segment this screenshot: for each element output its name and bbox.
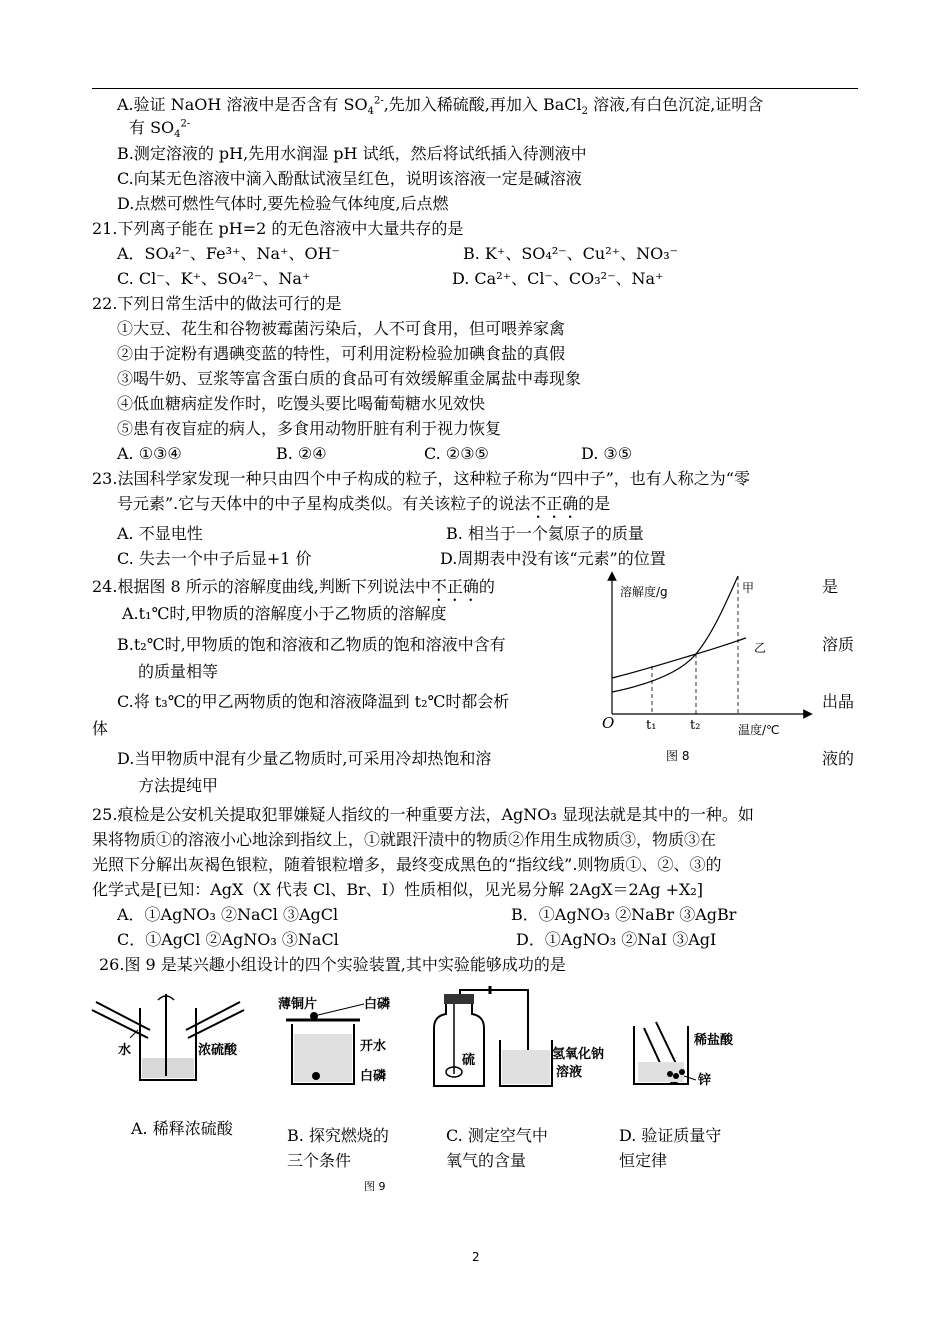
q25-option-d: D．①AgNO₃ ②NaI ③AgI xyxy=(516,930,717,949)
white-phosphorus-top-pointer xyxy=(318,1004,364,1015)
stopper xyxy=(444,994,474,1004)
q24-stem: 24.根据图 8 所示的溶解度曲线,判断下列说法中不正确的 xyxy=(92,577,495,596)
figure-9-caption: 图 9 xyxy=(364,1180,386,1193)
apparatus-c xyxy=(424,988,605,1090)
white-phosphorus-bottom-label: 白磷 xyxy=(360,1069,387,1084)
q24-option-b-1: B.t₂℃时,甲物质的饱和溶液和乙物质的饱和溶液中含有 xyxy=(117,635,506,654)
q24-option-d-2: 方法提纯甲 xyxy=(138,776,219,795)
q24-option-d-end: 液的 xyxy=(822,749,855,768)
naoh-label-2: 溶液 xyxy=(556,1065,583,1080)
white-phosphorus-bottom xyxy=(312,1072,320,1080)
fig-a-caption: A. 稀释浓硫酸 xyxy=(131,1119,233,1138)
q20-option-d: D.点燃可燃性气体时,要先检验气体纯度,后点燃 xyxy=(117,194,449,213)
q26-stem: 26.图 9 是某兴趣小组设计的四个实验装置,其中实验能够成功的是 xyxy=(99,955,566,974)
q22-option-d: D. ③⑤ xyxy=(581,444,633,463)
fig-d-caption-1: D. 验证质量守 xyxy=(619,1126,722,1145)
water-label: 水 xyxy=(118,1043,132,1058)
q25-line-2: 果将物质①的溶液小心地涂到指纹上，①就跟汗渍中的物质②作用生成物质③，物质③在 xyxy=(92,830,717,849)
q22-option-a: A. ①③④ xyxy=(117,444,182,463)
q22-stem: 22.下列日常生活中的做法可行的是 xyxy=(92,294,342,313)
zinc-granule-1 xyxy=(667,1071,673,1077)
apparatus-b xyxy=(276,990,406,1090)
q23-option-c: C. 失去一个中子后显+1 价 xyxy=(117,549,312,568)
q25-line-1: 25.痕检是公安机关提取犯罪嫌疑人指纹的一种重要方法，AgNO₃ 显现法就是其中的一种。如 xyxy=(92,805,754,824)
curve-yi xyxy=(612,638,746,678)
liquid-a xyxy=(142,1058,194,1078)
q23-option-b: B. 相当于一个氦原子的质量 xyxy=(446,524,644,543)
apparatus-a xyxy=(90,988,245,1088)
hot-water-label: 开水 xyxy=(360,1039,387,1054)
q22-item-5: ⑤患有夜盲症的病人，多食用动物肝脏有利于视力恢复 xyxy=(117,419,502,438)
y-axis-label: 溶解度/g xyxy=(620,585,668,599)
fig-b-caption-2: 三个条件 xyxy=(287,1151,352,1170)
sulfur-label: 硫 xyxy=(462,1053,476,1068)
page-number: 2 xyxy=(472,1250,480,1264)
q23-stem-1: 23.法国科学家发现一种只由四个中子构成的粒子，这种粒子称为“四中子”，也有人称之为“零 xyxy=(92,469,750,488)
hcl-liquid xyxy=(638,1062,684,1082)
q23-stem-2: 号元素”.它与天体中的中子星构成类似。有关该粒子的说法不正确的是 xyxy=(117,494,611,513)
q22-item-4: ④低血糖病症发作时，吃馒头要比喝葡萄糖水见效快 xyxy=(117,394,486,413)
figure-8-caption: 图 8 xyxy=(666,749,690,763)
q24-option-b-2: 的质量相等 xyxy=(138,662,219,681)
t2-label: t₂ xyxy=(690,718,701,733)
q22-item-3: ③喝牛奶、豆浆等富含蛋白质的食品可有效缓解重金属盐中毒现象 xyxy=(117,369,582,388)
fig-c-caption-1: C. 测定空气中 xyxy=(446,1126,548,1145)
naoh-label-1: 氢氧化钠 xyxy=(552,1047,605,1062)
white-phosphorus-top xyxy=(310,1012,318,1020)
x-axis-label: 温度/℃ xyxy=(738,723,780,737)
gas-bottle xyxy=(434,1002,484,1086)
fig-d-caption-2: 恒定律 xyxy=(619,1151,668,1170)
q25-line-4: 化学式是[已知：AgX（X 代表 Cl、Br、I）性质相似，见光易分解 2AgX＝2Ag +X₂] xyxy=(92,880,704,899)
q24-option-c-2: 体 xyxy=(92,719,109,738)
q21-option-a: A．SO₄²⁻、Fe³⁺、Na⁺、OH⁻ xyxy=(117,244,340,263)
q20-option-c: C.向某无色溶液中滴入酚酞试液呈红色，说明该溶液一定是碱溶液 xyxy=(117,169,582,188)
white-phosphorus-top-label: 白磷 xyxy=(364,997,391,1012)
q24-option-b-end: 溶质 xyxy=(822,635,855,654)
q21-option-b: B. K⁺、SO₄²⁻、Cu²⁺、NO₃⁻ xyxy=(463,244,679,263)
q24-option-a: A.t₁℃时,甲物质的溶解度小于乙物质的溶解度 xyxy=(122,604,447,623)
t1-label: t₁ xyxy=(646,718,657,733)
zinc-label: 锌 xyxy=(698,1073,712,1088)
q24-option-d-1: D.当甲物质中混有少量乙物质时,可采用冷却热饱和溶 xyxy=(117,749,492,768)
copper-plate-label: 薄铜片 xyxy=(278,997,318,1012)
q22-item-2: ②由于淀粉有遇碘变蓝的特性，可利用淀粉检验加碘食盐的真假 xyxy=(117,344,566,363)
q25-line-3: 光照下分解出灰褐色银粒，随着银粒增多，最终变成黑色的“指纹线”.则物质①、②、③的 xyxy=(92,855,722,874)
q20-option-a: A.验证 NaOH 溶液中是否含有 $SO_4^{2-}$,先加入稀硫酸,再加入 BaCl$_2$ 溶液,有白色沉淀,证明含 xyxy=(117,95,764,118)
test-tube-left xyxy=(92,1002,150,1038)
q25-option-a: A．①AgNO₃ ②NaCl ③AgCl xyxy=(117,905,339,924)
fig-c-caption-2: 氧气的含量 xyxy=(446,1151,527,1170)
q23-option-a: A. 不显电性 xyxy=(117,524,203,543)
zinc-granule-2 xyxy=(673,1073,679,1079)
q20-option-b: B.测定溶液的 pH,先用水润湿 pH 试纸，然后将试纸插入待测液中 xyxy=(117,144,587,163)
q25-option-c: C．①AgCl ②AgNO₃ ③NaCl xyxy=(117,930,339,949)
hcl-label: 稀盐酸 xyxy=(694,1033,734,1048)
q22-item-1: ①大豆、花生和谷物被霉菌污染后，人不可食用，但可喂养家禽 xyxy=(117,319,566,338)
zinc-pointer xyxy=(684,1076,696,1080)
hot-water xyxy=(294,1034,352,1082)
q24-stem-end: 是 xyxy=(822,577,839,596)
origin-label: O xyxy=(602,714,615,732)
series-label-yi: 乙 xyxy=(754,641,767,655)
q24-option-c-end: 出晶 xyxy=(822,692,855,711)
series-label-jia: 甲 xyxy=(742,581,755,595)
q21-option-c: C. Cl⁻、K⁺、SO₄²⁻、Na⁺ xyxy=(117,269,311,288)
q23-option-d: D.周期表中没有该“元素”的位置 xyxy=(440,549,666,568)
test-tube-right xyxy=(186,1002,244,1038)
header-rule xyxy=(92,88,858,89)
solubility-curve-figure xyxy=(596,568,818,774)
apparatus-d xyxy=(630,1018,740,1090)
fig-b-caption-1: B. 探究燃烧的 xyxy=(287,1126,389,1145)
q22-option-b: B. ②④ xyxy=(276,444,327,463)
naoh-solution xyxy=(502,1050,550,1084)
q20-option-a-cont: 有 $SO_4^{2-}$ xyxy=(129,118,191,141)
q25-option-b: B．①AgNO₃ ②NaBr ③AgBr xyxy=(511,905,737,924)
conc-acid-label: 浓硫酸 xyxy=(198,1043,238,1058)
zinc-granule-3 xyxy=(679,1069,685,1075)
q21-option-d: D. Ca²⁺、Cl⁻、CO₃²⁻、Na⁺ xyxy=(452,269,664,288)
q21-stem: 21.下列离子能在 pH=2 的无色溶液中大量共存的是 xyxy=(92,219,464,238)
q24-option-c-1: C.将 t₃℃的甲乙两物质的饱和溶液降温到 t₂℃时都会析 xyxy=(117,692,510,711)
q22-option-c: C. ②③⑤ xyxy=(424,444,489,463)
